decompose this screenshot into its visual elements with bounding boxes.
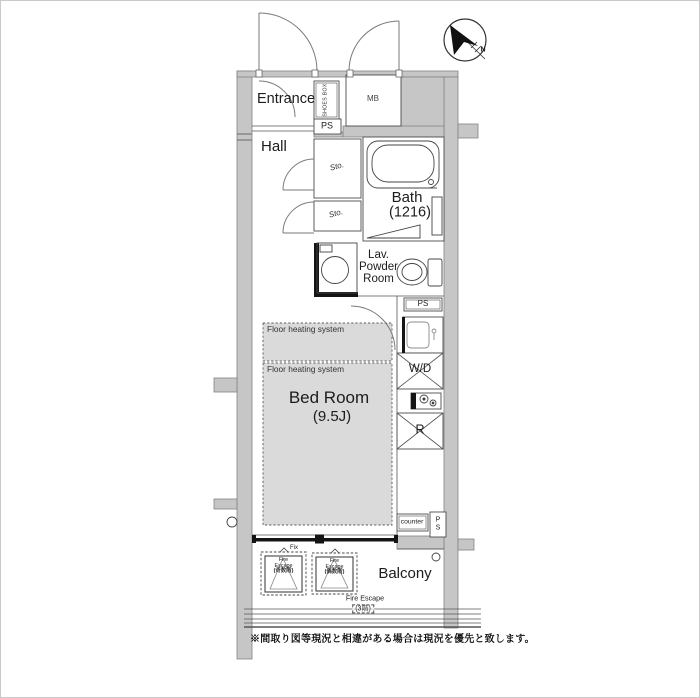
refrigerator-label: R [415, 422, 425, 437]
wall-left [237, 71, 252, 659]
bath-size-label: (1216) [389, 204, 431, 221]
mb-label: MB [367, 93, 379, 103]
entrance-label: Entrance [257, 91, 316, 107]
wall-protrusion-left-a [214, 378, 237, 392]
bedroom-size-label: (9.5J) [312, 408, 352, 426]
balcony-window [252, 535, 398, 544]
storage2-label: Sto. [327, 207, 344, 220]
balcony-label: Balcony [378, 565, 432, 583]
wall-protrusion-right-top [458, 124, 478, 138]
shoes-box-label: SHOES BOX [322, 83, 329, 117]
toilet-tank [428, 259, 442, 286]
compass-north-label: N [480, 46, 486, 54]
floor-heating-label-1: Floor heating system [267, 324, 345, 334]
wall-topright-block [401, 77, 444, 132]
vanity-basin [322, 257, 349, 284]
ps-mid-label: PS [417, 298, 429, 308]
left-pillar-circle [227, 517, 237, 527]
bath-label: Bath [391, 189, 423, 207]
storage1-label: Sto. [328, 160, 345, 173]
storage2-door-arc [283, 202, 314, 233]
north-arrow-icon [450, 25, 478, 55]
floor-heating-label-2: Floor heating system [267, 364, 345, 374]
fire-escape-note-label: Fire Escape [345, 593, 385, 603]
disclaimer-note: ※間取り図等現況と相違がある場合は現況を優先と致します。 [250, 634, 535, 645]
compass [444, 19, 486, 61]
balcony-drain [432, 553, 440, 561]
entrance-door-arc [259, 13, 317, 71]
washer-dryer-label: W/D [408, 363, 432, 376]
fix-window-label: Fix [290, 544, 298, 551]
lav-powder-room-label: Lav. Powder Room [359, 249, 398, 285]
ps-top-label: PS [320, 120, 334, 131]
wall-right [444, 77, 458, 628]
wall-protrusion-right-bottom [458, 539, 474, 550]
hall-label: Hall [261, 138, 287, 155]
mb-door-arc [349, 21, 399, 71]
storage1-door-arc [283, 159, 314, 190]
fire-escape-1-label: Fire Escape (奇数階) [273, 557, 294, 575]
fire-escape-2-label: Fire Escape (偶数階) [324, 558, 345, 576]
wall-under-mb [343, 126, 444, 137]
wall-bottom-right [397, 536, 444, 549]
wall-protrusion-left-b [214, 499, 237, 509]
counter-label: counter [400, 518, 424, 526]
fire-escape-floor-label: (3階) [352, 604, 374, 613]
bedroom-label: Bed Room [288, 388, 370, 408]
ps-bottom-label: P S [435, 516, 441, 531]
